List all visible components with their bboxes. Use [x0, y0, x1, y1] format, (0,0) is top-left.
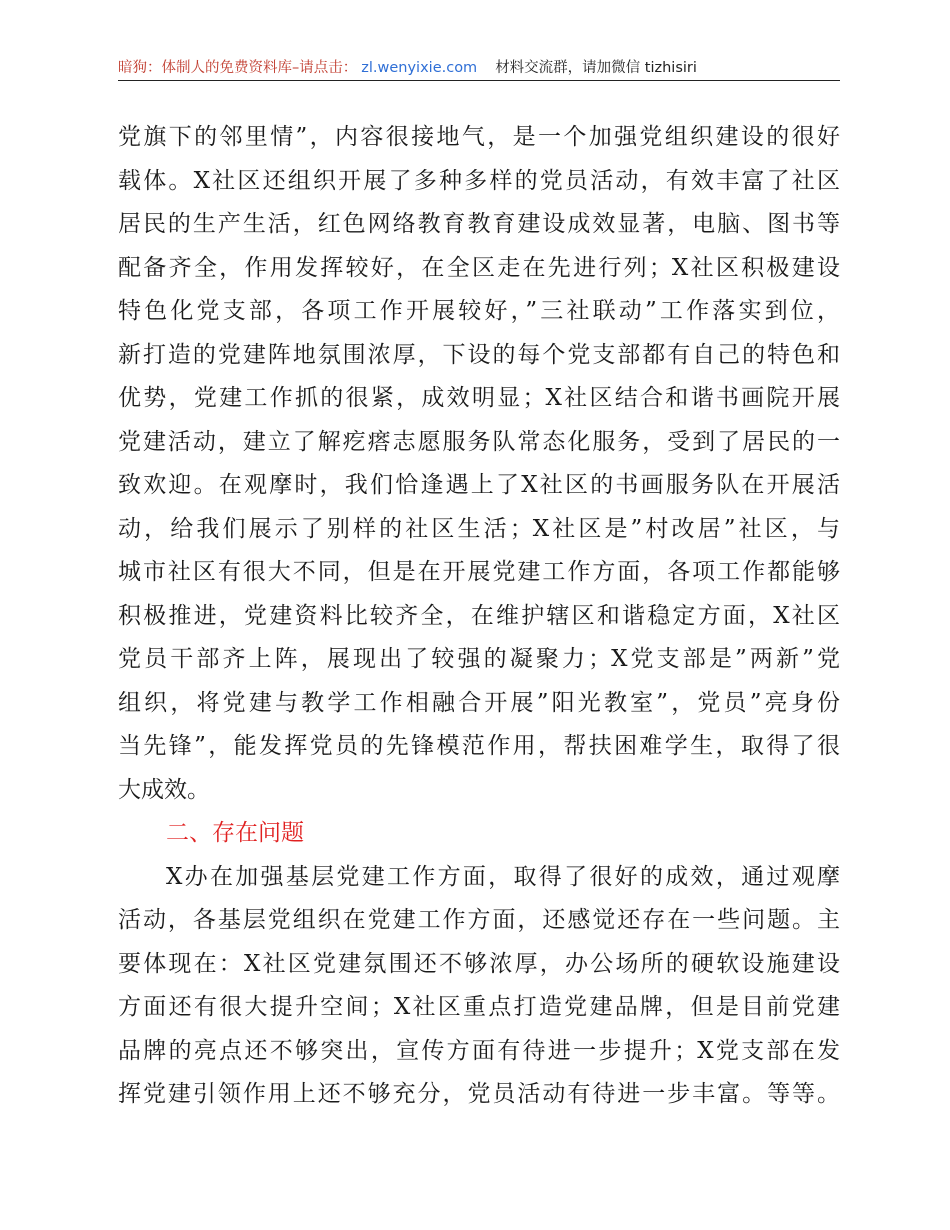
header-brand: 暗狗：体制人的免费资料库: [118, 60, 292, 76]
document-body: [118, 116, 840, 1117]
text-line: 配备齐全，作用发挥较好，在全区走在先进行列；X社区积极建设: [118, 254, 840, 281]
paragraph-2: [118, 856, 840, 1117]
text-line: 载体。X社区还组织开展了多种多样的党员活动，有效丰富了社区: [118, 167, 840, 194]
paragraph-1: [118, 116, 840, 812]
text-line: 致欢迎。在观摩时，我们恰逢遇上了X社区的书画服务队在开展活: [118, 472, 840, 498]
text-line: X办在加强基层党建工作方面，取得了很好的成效，通过观摩: [166, 863, 840, 890]
page-header: [118, 56, 840, 80]
text-line: 优势，党建工作抓的很紧，成效明显；X社区结合和谐书画院开展: [118, 385, 840, 411]
text-line: 组织，将党建与教学工作相融合开展”阳光教室”，党员”亮身份: [118, 689, 840, 716]
text-line: 挥党建引领作用上还不够充分，党员活动有待进一步丰富。等等。: [118, 1081, 840, 1107]
text-line: 积极推进，党建资料比较齐全，在维护辖区和谐稳定方面，X社区: [118, 602, 840, 629]
text-line: 党旗下的邻里情”，内容很接地气，是一个加强党组织建设的很好: [118, 124, 840, 150]
header-link[interactable]: zl.wenyixie.com: [361, 60, 478, 76]
text-line: 党建活动，建立了解疙瘩志愿服务队常态化服务，受到了居民的一: [118, 428, 840, 455]
text-line: 动，给我们展示了别样的社区生活；X社区是”村改居”社区，与: [118, 515, 840, 542]
text-line: 方面还有很大提升空间；X社区重点打造党建品牌，但是目前党建: [118, 994, 840, 1020]
text-line: 特色化党支部，各项工作开展较好，”三社联动”工作落实到位，: [118, 298, 840, 324]
text-line: 新打造的党建阵地氛围浓厚，下设的每个党支部都有自己的特色和: [118, 341, 840, 368]
text-line: 城市社区有很大不同，但是在开展党建工作方面，各项工作都能够: [118, 559, 840, 585]
section-heading: 二、存在问题: [166, 820, 304, 846]
text-line: 要体现在：X社区党建氛围还不够浓厚，办公场所的硬软设施建设: [118, 950, 840, 977]
text-line: 党员干部齐上阵，展现出了较强的凝聚力；X党支部是”两新”党: [118, 646, 840, 672]
header-prompt: –请点击：: [292, 60, 358, 76]
text-line: 居民的生产生活，红色网络教育教育建设成效显著，电脑、图书等: [118, 211, 840, 237]
text-line: 活动，各基层党组织在党建工作方面，还感觉还存在一些问题。主: [118, 907, 840, 933]
text-line: 大成效。: [118, 776, 210, 803]
header-contact: 材料交流群，请加微信 tizhisiri: [495, 60, 697, 76]
text-line: 当先锋”，能发挥党员的先锋模范作用，帮扶困难学生，取得了很: [118, 733, 840, 759]
text-line: 品牌的亮点还不够突出，宣传方面有待进一步提升；X党支部在发: [118, 1037, 840, 1064]
header-divider: [118, 80, 840, 81]
